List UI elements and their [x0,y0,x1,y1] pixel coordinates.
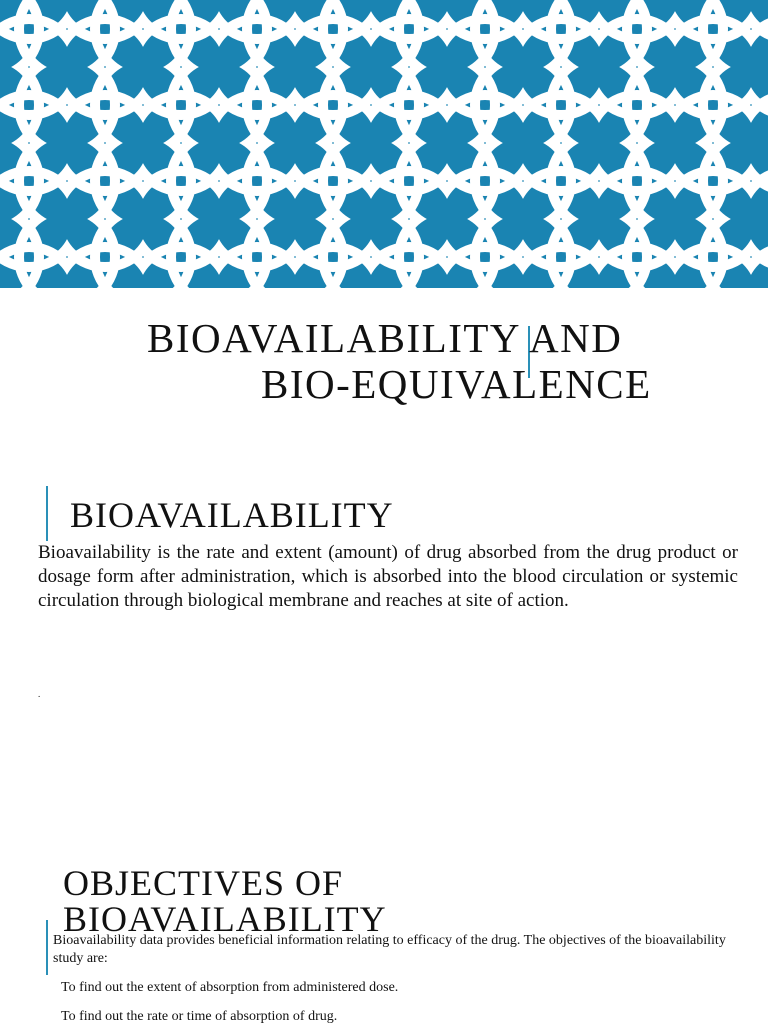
page-title-line-2: BIO-EQUIVALENCE [261,361,652,407]
stray-mark: . [38,689,41,699]
section2-heading-line-2: BIOAVAILABILITY [63,899,387,939]
objective-item: To find out the extent of absorption from administered dose. [61,980,399,995]
decorative-banner [0,0,768,288]
objective-item: To find out the rate or time of absorption of drug. [61,1009,338,1024]
section1-paragraph: Bioavailability is the rate and extent (amount) of drug absorbed from the drug product or dosage form after administration, which is absorbed into the blood circulation or systemic circulation through biological membrane and reaches at site of action. [38,542,738,611]
page-title-line-1: BIOAVAILABILITY AND [147,315,623,361]
section1-accent-line [46,486,48,541]
section2-accent-line [46,920,48,975]
section2-heading-line-1: OBJECTIVES OF [63,863,344,903]
section2-intro: Bioavailability data provides beneficial information relating to efficacy of the drug. The objectives of the bioavailability study are: [53,933,726,966]
circle-pattern [0,0,768,288]
section1-heading: BIOAVAILABILITY [70,495,394,535]
